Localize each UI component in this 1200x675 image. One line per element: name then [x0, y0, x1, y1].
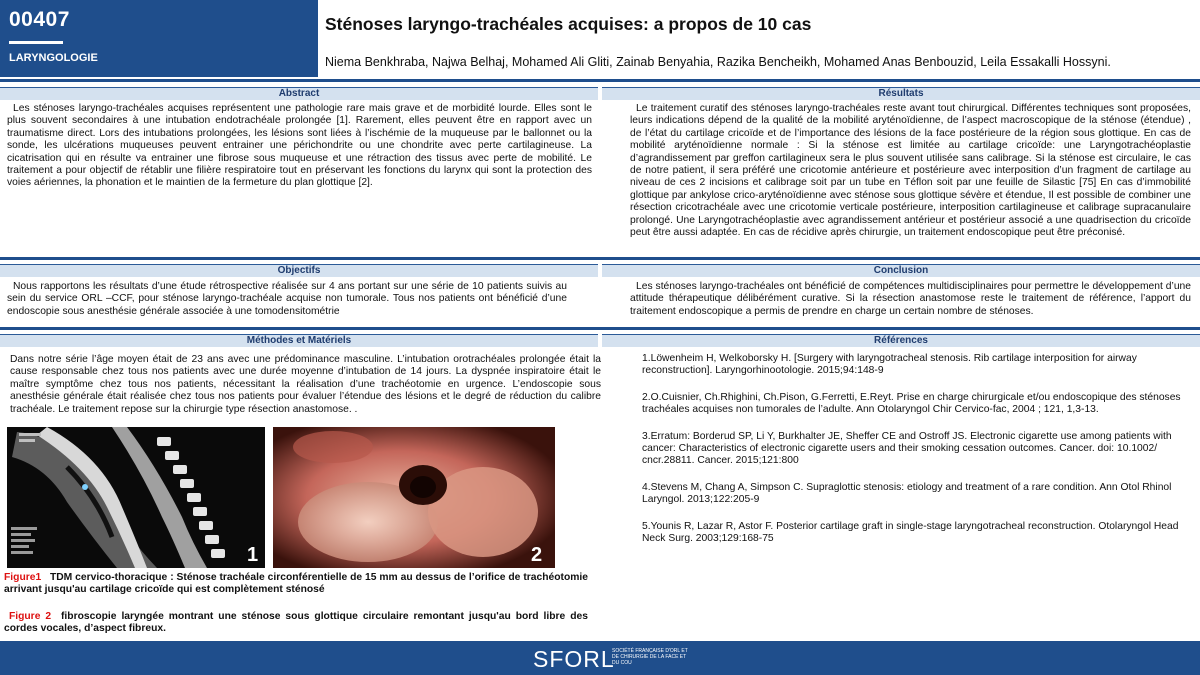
resultats-text: Le traitement curatif des sténoses laryngo-trachéales reste avant tout chirurgical. Différentes techniques sont proposées, leurs indications dépend de la qualité de la mobilité aryténoïdienne, de l’aspect macroscopique de la sténose (étendue) , de l’état du cartilage cricoïde et de l’importance des lésions de la face postérieure de la région sous glottique. En cas de mobilité aryténoïdienne normale : Si la sténose est limitée au cartilage cricoïde: une Laryngotrachéoplastie d’agrandissement par greffon cartilagineux sera le plus souvent utilisée sans calibrage. Si la sténose est circulaire, le cas de notre patient, il sera préféré une cricotomie antérieure et postérieure avec interposition d’un fragment de cartilage au niveau de ces 2 incisions et calibrage soit par un tube en Téflon soit par une feuille de Silastic [75] En cas d’immobilité glottique par ankylose crico-aryténoïdienne avec sténose sous glottique sévère et étendue, Il est possible de combiner une résection cricotrachéale avec une cricotomie verticale postérieure, interposition cartilagineuse et calibrage supracanulaire prolongé. Une Laryngotrachéoplastie avec agrandissement antérieur et postérieur associé a une quadrisection du cricoïde peut être aussi adaptée. En cas de récidive après chirurgie, un traitement endoscopique peut être préconisé. — [630, 103, 1191, 239]
figure2-label: Figure 2 — [8, 611, 52, 622]
reference-item: 5.Younis R, Lazar R, Astor F. Posterior cartilage graft in single-stage laryngotracheal reconstruction. Otolaryngol Head Neck Surg. 2003;129:168-75 — [642, 520, 1179, 545]
poster-id: 00407 — [9, 8, 70, 31]
figure2-caption — [4, 611, 588, 636]
row1-separator — [0, 257, 1200, 260]
figure1-label: Figure1 — [4, 572, 42, 583]
endoscopy-graphic — [273, 427, 555, 568]
endoscopy-image — [273, 427, 555, 568]
references-list — [642, 353, 1182, 559]
figure1-caption-text: TDM cervico-thoracique : Sténose trachéale circonférentielle de 15 mm au dessus de l’orifice de trachéotomie arrivant jusqu'au cartilage cricoïde qui est complètement sténosé — [4, 572, 588, 596]
conclusion-text: Les sténoses laryngo-trachéales ont bénéficié de compétences multidisciplinaires pour permettre le développement d’une attitude thérapeutique délibérément curative. Si la résection anastomose reste le traitement de référence, l’apport du traitement endoscopique a permis de prendre en charge un certain nombre de sténoses. — [630, 281, 1191, 317]
reference-item: 1.Löwenheim H, Welkoborsky H. [Surgery with laryngotracheal stenosis. Rib cartilage interposition for airway reconstruction]. Laryngorhinootologie. 2015;94:148-9 — [642, 353, 1137, 377]
abstract-heading: Abstract — [0, 87, 598, 100]
sforl-logo-subtext: SOCIÉTÉ FRANÇAISE D'ORL ET DE CHIRURGIE DE LA FACE ET DU COU — [612, 648, 688, 666]
author-list: Niema Benkhraba, Najwa Belhaj, Mohamed Ali Gliti, Zainab Benyahia, Razika Bencheikh, Mohamed Anas Benbouzid, Leila Essakalli Hossyni. — [325, 55, 1111, 69]
reference-item: 4.Stevens M, Chang A, Simpson C. Supraglottic stenosis: etiology and treatment of a rare condition. Ann Otol Rhinol Laryngol. 2013;122:205-9 — [642, 481, 1172, 506]
figure2-number: 2 — [531, 544, 543, 566]
conclusion-heading: Conclusion — [602, 264, 1200, 277]
specialty-label: LARYNGOLOGIE — [9, 52, 98, 64]
objectifs-heading: Objectifs — [0, 264, 598, 277]
figure2-caption-text: fibroscopie laryngée montrant une sténose sous glottique circulaire remontant jusqu'au bord libre des cordes vocales, d’aspect fibreux. — [4, 611, 588, 635]
id-rule — [9, 41, 63, 44]
objectifs-text: Nous rapportons les résultats d’une étude rétrospective réalisée sur 4 ans portant sur une série de 10 patients suivis au sein du service ORL –CCF, pour sténose laryngo-trachéale acquise non tumorale. Tous nos patients ont bénéficié d’une endoscopie sous anesthésie générale associée à une tomodensitométrie — [7, 281, 567, 317]
header-separator — [0, 79, 1200, 82]
resultats-heading: Résultats — [602, 87, 1200, 100]
abstract-text: Les sténoses laryngo-trachéales acquises représentent une pathologie rare mais grave et de morbidité lourde. Elles sont le plus souvent secondaires à une intubation endotrachéale prolongée [1]. Rarement, elles peuvent être en rapport avec un traumatisme direct. Lors des intubations prolongées, les lésions sont liées à l’ischémie de la muqueuse par le ballonnet ou la sonde, les ulcérations muqueuses peuvent entrainer une périchondrite ou une chondrite avec perte cartilagineuse. La cicatrisation qui en résulte va entrainer une fibrose sous muqueuse et une rétraction des tissus avec perte de mobilité. Le traitement a pour objectif de rétablir une filière respiratoire tout en préservant les fonctions du larynx qui sont la protection des voies aériennes, la phonation et le maintien de la fermeture du plan glottique [2]. — [7, 103, 592, 189]
poster-id-block — [0, 0, 318, 77]
references-heading: Références — [602, 334, 1200, 347]
methodes-heading: Méthodes et Matériels — [0, 334, 598, 347]
row2-separator — [0, 327, 1200, 330]
figure1-number: 1 — [247, 544, 259, 566]
reference-item: 3.Erratum: Borderud SP, Li Y, Burkhalter JE, Sheffer CE and Ostroff JS. Electronic cigarette use among patients with cancer: Characteristics of electronic cigarette users and their smoking cessation outcomes. Cancer. doi: 10.1002/ cncr.28811. Cancer. 2015;121:800 — [642, 430, 1172, 467]
figure1-caption — [4, 572, 588, 597]
reference-item: 2.O.Cuisnier, Ch.Rhighini, Ch.Pison, G.Ferretti, E.Reyt. Prise en charge chirurgicale et/ou endoscopique des sténoses trachéales acquises non tumorales de l’adulte. Ann Otolaryngol Chir Cervico-fac, 2004 ; 121, 1,3-13. — [642, 391, 1181, 416]
methodes-text: Dans notre série l’âge moyen était de 23 ans avec une prédominance masculine. L’intubation orotrachéales prolongée était la cause responsable chez tous nos patients avec une durée moyenne d’intubation de 14 jours. La dyspnée inspiratoire était le maître symptôme chez tous nos patients, nécessitant la réalisation d’une trachéotomie en urgence. L’endoscopie sous anesthésie générale était réalisée chez tous nos patients pour évaluer l’étendue des lésions et le degré de réduction du calibre trachéale. Le traitement repose sur la chirurgie type résection anastomose. . — [10, 354, 601, 415]
sforl-logo: SFORL — [533, 646, 615, 672]
poster-title: Sténoses laryngo-trachéales acquises: a propos de 10 cas — [325, 14, 812, 34]
ct-scan-image — [7, 427, 265, 568]
ct-scan-graphic — [7, 427, 265, 568]
